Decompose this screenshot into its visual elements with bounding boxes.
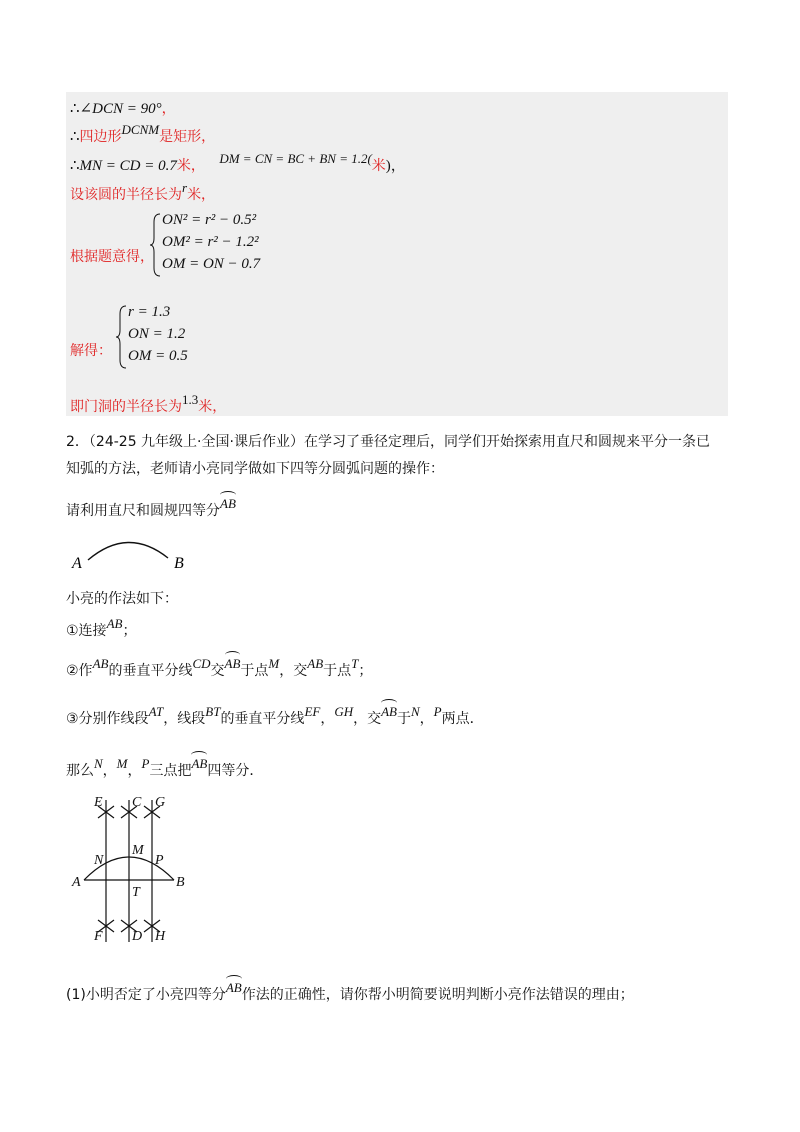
system2-eq-1: r = 1.3 bbox=[128, 304, 171, 320]
figure-arc-ab bbox=[66, 530, 206, 574]
point-label-b: B bbox=[174, 555, 184, 572]
problem-intro-line-1: 2．（24-25 九年级上·全国·课后作业）在学习了垂径定理后，同学们开始探索用直尺和圆规来平分一条已 bbox=[66, 434, 710, 450]
system2-eq-3: OM = 0.5 bbox=[128, 348, 188, 364]
solution-line-7: 即门洞的半径长为1.3米， bbox=[70, 392, 227, 415]
label-d: D bbox=[132, 929, 143, 944]
label-p: P bbox=[155, 853, 164, 868]
label-g: G bbox=[155, 795, 166, 810]
label-h: H bbox=[155, 929, 166, 944]
point-label-a: A bbox=[72, 555, 82, 572]
figure-construction bbox=[66, 792, 196, 950]
step-2: ②作AB的垂直平分线CD交AB于点M，交AB于点T； bbox=[66, 656, 373, 679]
arc-ab-curve bbox=[88, 542, 168, 560]
label-a: A bbox=[72, 875, 81, 890]
solution-line-4: 设该圆的半径长为r米， bbox=[70, 180, 216, 203]
step-3: ③分别作线段AT，线段BT的垂直平分线EF，GH，交AB于N，P两点． bbox=[66, 704, 484, 727]
solution-line-1: ∴∠DCN = 90°， bbox=[70, 101, 176, 117]
step-1: ①连接AB； bbox=[66, 616, 137, 639]
label-n: N bbox=[94, 853, 104, 868]
question-1: (1)小明否定了小亮四等分AB作法的正确性，请你帮小明简要说明判断小亮作法错误的理由； bbox=[66, 980, 634, 1003]
system1-label: 根据题意得， bbox=[70, 249, 154, 265]
system1-eq-1: ON² = r² − 0.5² bbox=[162, 212, 257, 228]
system1-eq-2: OM² = r² − 1.2² bbox=[162, 234, 259, 250]
task-line: 请利用直尺和圆规四等分AB bbox=[66, 496, 236, 519]
solution-box bbox=[66, 92, 728, 416]
problem-intro-line-2: 知弧的方法，老师请小亮同学做如下四等分圆弧问题的操作： bbox=[66, 461, 444, 477]
label-m: M bbox=[132, 843, 144, 858]
system2-label: 解得： bbox=[70, 343, 112, 359]
brace-icon bbox=[150, 212, 162, 278]
label-e: E bbox=[94, 795, 103, 810]
system2-eq-2: ON = 1.2 bbox=[128, 326, 186, 342]
label-f: F bbox=[94, 929, 103, 944]
label-c: C bbox=[132, 795, 142, 810]
system1-eq-3: OM = ON − 0.7 bbox=[162, 256, 261, 272]
label-t: T bbox=[132, 885, 140, 900]
conclusion: 那么N，M，P三点把AB四等分． bbox=[66, 756, 264, 779]
solution-line-3: ∴MN = CD = 0.7米， DM = CN = BC + BN = 1.2(米)， bbox=[70, 151, 406, 174]
method-title: 小亮的作法如下： bbox=[66, 591, 178, 607]
brace-icon bbox=[116, 304, 128, 370]
solution-line-2: ∴四边形DCNM是矩形， bbox=[70, 122, 216, 145]
label-b: B bbox=[176, 875, 185, 890]
